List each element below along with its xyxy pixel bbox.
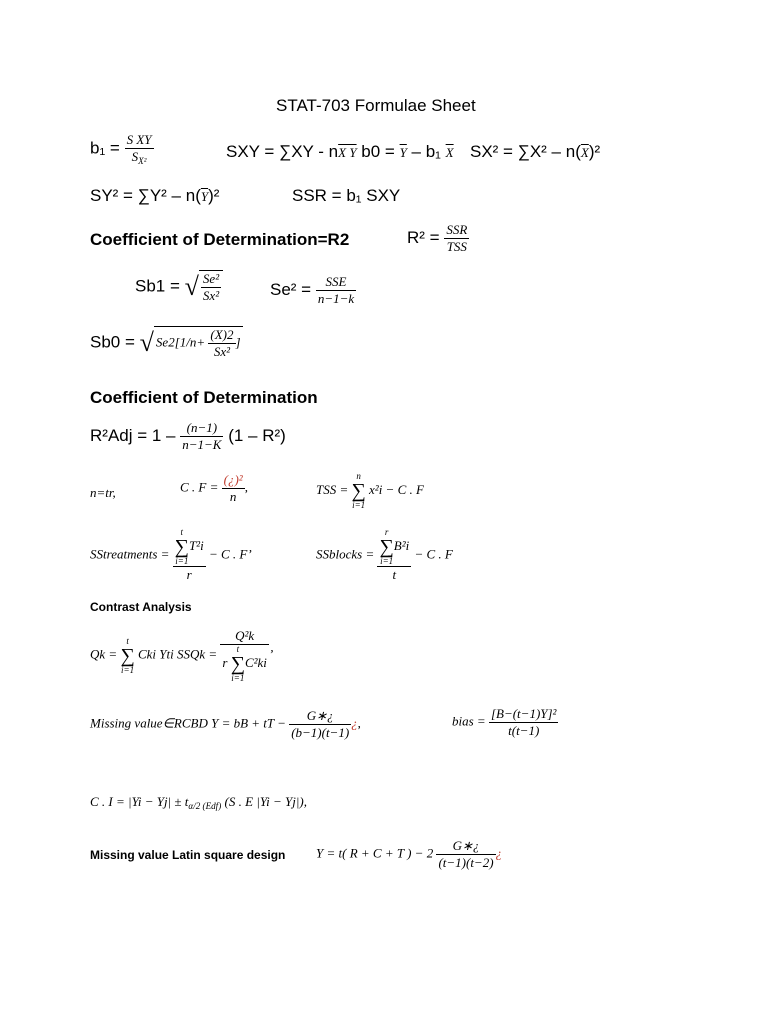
- ci-rest: (S . E |Yi − Yj|): [224, 794, 304, 809]
- sstreat-lhs: SStreatments =: [90, 546, 170, 562]
- b0-ybar: $\overline{Y}$: [399, 145, 407, 160]
- b1-lhs: b₁ =: [90, 138, 120, 158]
- sb1-denominator: Sx²: [202, 288, 220, 303]
- missing-numerator: G∗¿: [306, 708, 334, 723]
- sqrt-icon: √: [184, 272, 199, 301]
- se2-denominator: n−1−k: [317, 291, 355, 306]
- r2-fraction: [444, 222, 469, 255]
- sy2-formula: [90, 186, 219, 206]
- ssblocks-sum: [379, 528, 393, 566]
- ssblocks-sum-bottom: i=1: [380, 556, 394, 566]
- missing-rcbd-formula: [90, 708, 361, 741]
- sb0-body: Se2[1/n+: [155, 334, 206, 350]
- sstreat-rhs: − C . F’: [208, 546, 252, 562]
- sb0-numerator: (X)2: [210, 327, 234, 342]
- ssblocks-formula: [316, 528, 453, 583]
- missing-fraction: [289, 708, 351, 741]
- ci-text: C . I = |Yi − Yj| ± t: [90, 794, 189, 809]
- latin-numerator: G∗¿: [452, 838, 480, 853]
- qk-numerator: Q²k: [235, 628, 255, 643]
- b0-xbar: $\overline{X}$: [445, 145, 454, 160]
- sigma-icon: ∑: [230, 653, 245, 675]
- cf-lhs: C . F =: [180, 479, 219, 495]
- b1-formula: [90, 132, 154, 166]
- sstreat-fraction: [173, 528, 206, 583]
- ssblocks-rhs: − C . F: [414, 546, 453, 562]
- sstreat-formula: [90, 528, 252, 583]
- cf-denominator: n: [222, 488, 245, 505]
- ssblocks-term: B²i: [393, 537, 410, 553]
- sigma-icon: ∑: [120, 644, 135, 667]
- sy2-end: )²: [208, 186, 220, 205]
- b1-denominator: S: [131, 149, 139, 164]
- r2adj-denominator: n−1−K: [182, 437, 222, 452]
- tss-sum-bottom: i=1: [352, 500, 366, 510]
- latin-heading: Missing value Latin square design: [90, 848, 286, 862]
- cf-end: ,: [244, 479, 248, 495]
- ssr-formula: SSR = b₁ SXY: [292, 186, 401, 205]
- bias-lhs: bias =: [452, 713, 486, 729]
- sigma-icon: ∑: [379, 536, 394, 558]
- bias-denominator: t(t−1): [489, 722, 559, 739]
- ci-formula: [90, 794, 307, 811]
- r2-formula: [407, 222, 469, 255]
- sigma-icon: ∑: [351, 480, 366, 502]
- sstreat-sum: [175, 528, 189, 566]
- missing-end: ,: [357, 715, 361, 731]
- r2adj-rhs: (1 – R²): [228, 425, 286, 445]
- page-title: STAT-703 Formulae Sheet: [276, 96, 476, 115]
- latin-fraction: [436, 838, 495, 871]
- b1-numerator: S XY: [126, 132, 152, 147]
- ntr-formula: n=tr,: [90, 485, 116, 500]
- sb0-formula: [90, 326, 243, 360]
- sb1-fraction: [201, 271, 221, 304]
- tss-sum-top: n: [356, 471, 361, 481]
- r2adj-numerator: (n−1): [186, 420, 218, 435]
- cod-heading: Coefficient of Determination=R2: [90, 230, 350, 249]
- sb0-lhs: Sb0 =: [90, 332, 135, 352]
- b1-fraction: [125, 132, 154, 166]
- qk-den-sum-top: t: [236, 644, 240, 654]
- r2-lhs: R² =: [407, 227, 440, 247]
- b1-denominator-sub: X²: [138, 156, 147, 166]
- sigma-icon: ∑: [174, 536, 189, 558]
- se2-fraction: [316, 274, 356, 307]
- b0-mid: – b₁: [406, 142, 446, 161]
- missing-denominator: (b−1)(t−1): [291, 725, 350, 740]
- sx2-formula: [470, 142, 600, 162]
- qk-sum-bottom: i=1: [121, 664, 135, 675]
- latin-denominator: (t−1)(t−2): [438, 855, 494, 870]
- r2-denominator: TSS: [444, 238, 469, 255]
- sxy-text: SXY = ∑XY - n: [226, 142, 339, 161]
- r2adj-fraction: [180, 420, 223, 453]
- r2adj-formula: [90, 420, 286, 453]
- sxy-bar: X Y: [338, 145, 357, 160]
- sb1-numerator: Se²: [202, 271, 220, 286]
- qk-den-pre: r: [222, 654, 228, 670]
- sqrt-icon: √: [139, 328, 154, 357]
- sstreat-sum-bottom: i=1: [175, 556, 189, 566]
- bias-numerator: [B−(t−1)Y]²: [490, 706, 557, 721]
- missing-tail: ¿: [351, 715, 358, 731]
- cf-formula: [180, 472, 248, 505]
- bias-formula: [452, 706, 558, 739]
- latin-formula: [316, 838, 502, 871]
- qk-den-term: C²ki: [244, 654, 267, 670]
- qk-lhs: Qk =: [90, 646, 118, 662]
- ssblocks-lhs: SSblocks =: [316, 546, 375, 562]
- sx2-end: )²: [588, 142, 601, 161]
- sb1-formula: [135, 270, 223, 304]
- r2adj-lhs: R²Adj = 1 –: [90, 425, 176, 445]
- cf-fraction: [222, 472, 245, 505]
- cf-numerator: (¿)²: [223, 472, 243, 487]
- se2-formula: [270, 274, 356, 307]
- sstreat-term: T²i: [188, 537, 204, 553]
- sx2-text: SX² = ∑X² – n(: [470, 142, 581, 161]
- tss-lhs: TSS =: [316, 481, 349, 497]
- ci-end: ,: [303, 794, 307, 809]
- sx2-bar: $\overline{X}$: [580, 145, 589, 160]
- qk-sum: [120, 637, 134, 675]
- qk-sum-top: t: [126, 635, 129, 646]
- missing-text: Missing value∈RCBD Y = bB + tT −: [90, 715, 286, 731]
- b0-text: b0 =: [356, 142, 400, 161]
- sb1-lhs: Sb1 =: [135, 276, 180, 296]
- qk-den-sum-bottom: i=1: [231, 673, 245, 683]
- sb0-end: ]: [235, 334, 241, 350]
- sstreat-denominator: r: [173, 566, 206, 583]
- ssblocks-denominator: t: [377, 566, 411, 583]
- contrast-heading: Contrast Analysis: [90, 600, 192, 614]
- ssblocks-sum-top: r: [384, 527, 389, 537]
- bias-fraction: [489, 706, 559, 739]
- ci-sub: α/2 (Edf): [188, 801, 222, 811]
- qk-fraction: [220, 628, 269, 683]
- qk-term: Cki Yti SSQk =: [137, 646, 218, 662]
- sxy-b0-formula: [226, 142, 454, 162]
- latin-tail: ¿: [495, 845, 503, 861]
- sb0-fraction: [208, 327, 235, 360]
- tss-formula: [316, 472, 424, 510]
- sstreat-sum-top: t: [180, 527, 184, 537]
- qk-formula: [90, 628, 273, 683]
- r2-numerator: SSR: [446, 222, 468, 237]
- latin-lhs: Y = t( R + C + T ) − 2: [316, 845, 434, 861]
- sb0-denominator: Sx²: [208, 343, 235, 360]
- tss-sum: [352, 472, 366, 510]
- ssblocks-fraction: [377, 528, 411, 583]
- sy2-text: SY² = ∑Y² – n(: [90, 186, 201, 205]
- sy2-bar: $\overline{Y}$: [200, 189, 209, 204]
- tss-term: x²i − C . F: [369, 481, 424, 497]
- se2-numerator: SSE: [325, 274, 347, 289]
- qk-den-sum: [231, 645, 245, 683]
- se2-lhs: Se² =: [270, 279, 312, 299]
- qk-end: ’: [268, 646, 274, 662]
- cod-heading-2: Coefficient of Determination: [90, 388, 318, 407]
